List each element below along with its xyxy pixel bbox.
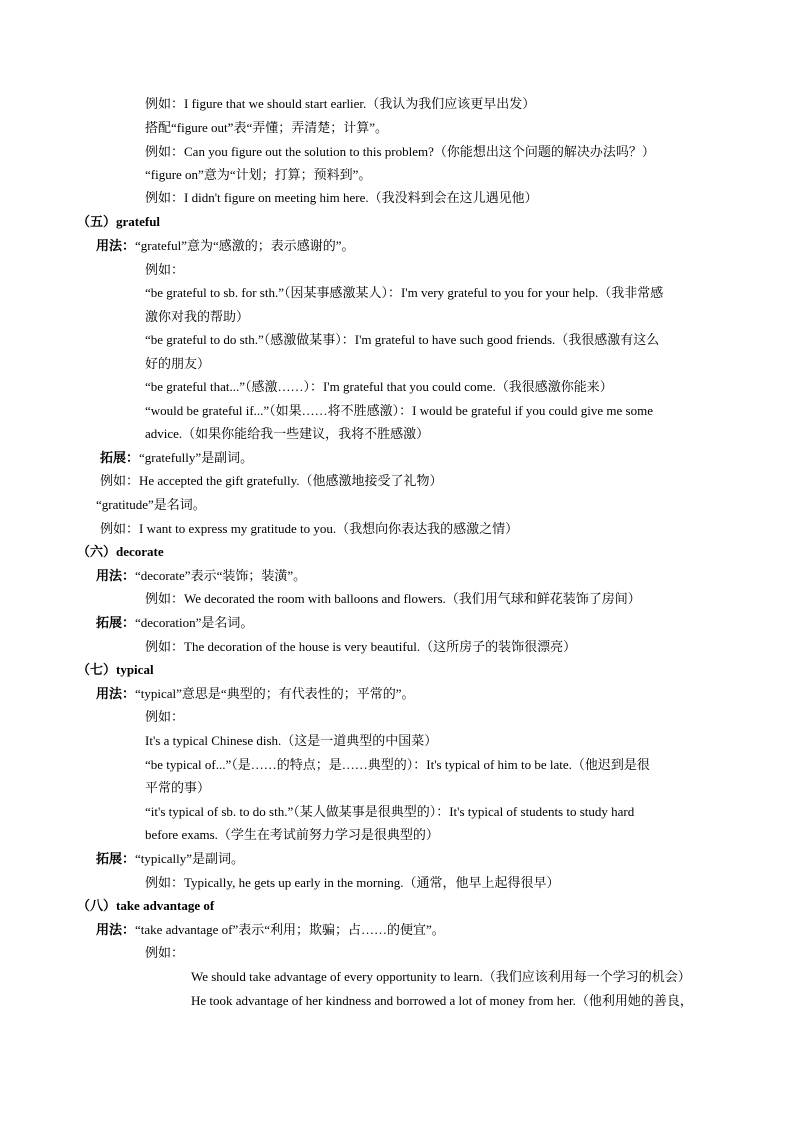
extension-label: 拓展： bbox=[96, 851, 136, 866]
example-line-cont: 激你对我的帮助） bbox=[145, 309, 250, 324]
example-line: We should take advantage of every opportunity to learn.（我们应该利用每一个学习的机会） bbox=[191, 969, 691, 984]
usage-text: “typical”意思是“典型的；有代表性的；平常的”。 bbox=[135, 686, 415, 701]
extension-line bbox=[96, 850, 244, 868]
section-heading-decorate: （六）decorate bbox=[77, 544, 164, 559]
example-label: 例如： bbox=[145, 945, 185, 960]
usage-text: “decorate”表示“装饰；装潢”。 bbox=[135, 568, 307, 583]
example-line: “be grateful to sb. for sth.”（因某事感激某人）：I'm very grateful to you for your help.（我非常感 bbox=[145, 285, 664, 300]
example-line-cont: 平常的事） bbox=[145, 780, 211, 795]
example-line: He took advantage of her kindness and borrowed a lot of money from her.（他利用她的善良， bbox=[191, 993, 693, 1008]
extension-label: 拓展： bbox=[100, 450, 140, 465]
example-line: “would be grateful if...”（如果……将不胜感激）：I would be grateful if you could give me some bbox=[145, 403, 653, 418]
collocation-line: “figure on”意为“计划；打算；预料到”。 bbox=[145, 167, 372, 182]
example-line: “it's typical of sb. to do sth.”（某人做某事是很典型的）：It's typical of students to study hard bbox=[145, 804, 635, 819]
example-line-cont: advice.（如果你能给我一些建议，我将不胜感激） bbox=[145, 426, 430, 441]
example-label: 例如： bbox=[145, 709, 185, 724]
section-heading-grateful: （五）grateful bbox=[77, 214, 161, 229]
example-line: “be typical of...”（是……的特点；是……典型的）：It's typical of him to be late.（他迟到是很 bbox=[145, 757, 650, 772]
usage-label: 用法： bbox=[96, 686, 136, 701]
extension-line bbox=[96, 614, 253, 632]
section-heading-take-advantage-of: （八）take advantage of bbox=[77, 898, 215, 913]
usage-line bbox=[96, 921, 445, 939]
example-line: 例如：I want to express my gratitude to you.（我想向你表达我的感激之情） bbox=[100, 521, 519, 536]
extension-text: “gratefully”是副词。 bbox=[139, 450, 254, 465]
extension-text: “decoration”是名词。 bbox=[135, 615, 254, 630]
example-line-cont: 好的朋友） bbox=[145, 356, 211, 371]
collocation-line: 搭配“figure out”表“弄懂；弄清楚；计算”。 bbox=[145, 120, 388, 135]
example-label: 例如： bbox=[145, 262, 185, 277]
extension-line bbox=[100, 449, 253, 467]
extension-label: 拓展： bbox=[96, 615, 136, 630]
example-line: 例如：I didn't figure on meeting him here.（我没料到会在这儿遇见他） bbox=[145, 190, 538, 205]
example-line-cont: before exams.（学生在考试前努力学习是很典型的） bbox=[145, 827, 439, 842]
usage-label: 用法： bbox=[96, 922, 136, 937]
usage-label: 用法： bbox=[96, 238, 136, 253]
example-line: 例如：I figure that we should start earlier.（我认为我们应该更早出发） bbox=[145, 96, 536, 111]
example-line: “be grateful to do sth.”（感激做某事）：I'm grateful to have such good friends.（我很感激有这么 bbox=[145, 332, 660, 347]
example-line: It's a typical Chinese dish.（这是一道典型的中国菜） bbox=[145, 733, 438, 748]
example-line: 例如：We decorated the room with balloons and flowers.（我们用气球和鲜花装饰了房间） bbox=[145, 591, 641, 606]
usage-line bbox=[96, 567, 306, 585]
extension-text: “typically”是副词。 bbox=[135, 851, 245, 866]
example-line: 例如：He accepted the gift gratefully.（他感激地接受了礼物） bbox=[100, 473, 443, 488]
usage-label: 用法： bbox=[96, 568, 136, 583]
usage-text: “take advantage of”表示“利用；欺骗；占……的便宜”。 bbox=[135, 922, 445, 937]
usage-line bbox=[96, 237, 355, 255]
usage-text: “grateful”意为“感激的；表示感谢的”。 bbox=[135, 238, 355, 253]
usage-line bbox=[96, 685, 414, 703]
example-line: 例如：Can you figure out the solution to this problem?（你能想出这个问题的解决办法吗？） bbox=[145, 144, 655, 159]
example-line: “be grateful that...”（感激……）：I'm grateful that you could come.（我很感激你能来） bbox=[145, 379, 613, 394]
noun-line: “gratitude”是名词。 bbox=[96, 497, 206, 512]
section-heading-typical: （七）typical bbox=[77, 662, 154, 677]
example-line: 例如：Typically, he gets up early in the morning.（通常，他早上起得很早） bbox=[145, 875, 560, 890]
example-line: 例如：The decoration of the house is very beautiful.（这所房子的装饰很漂亮） bbox=[145, 639, 577, 654]
